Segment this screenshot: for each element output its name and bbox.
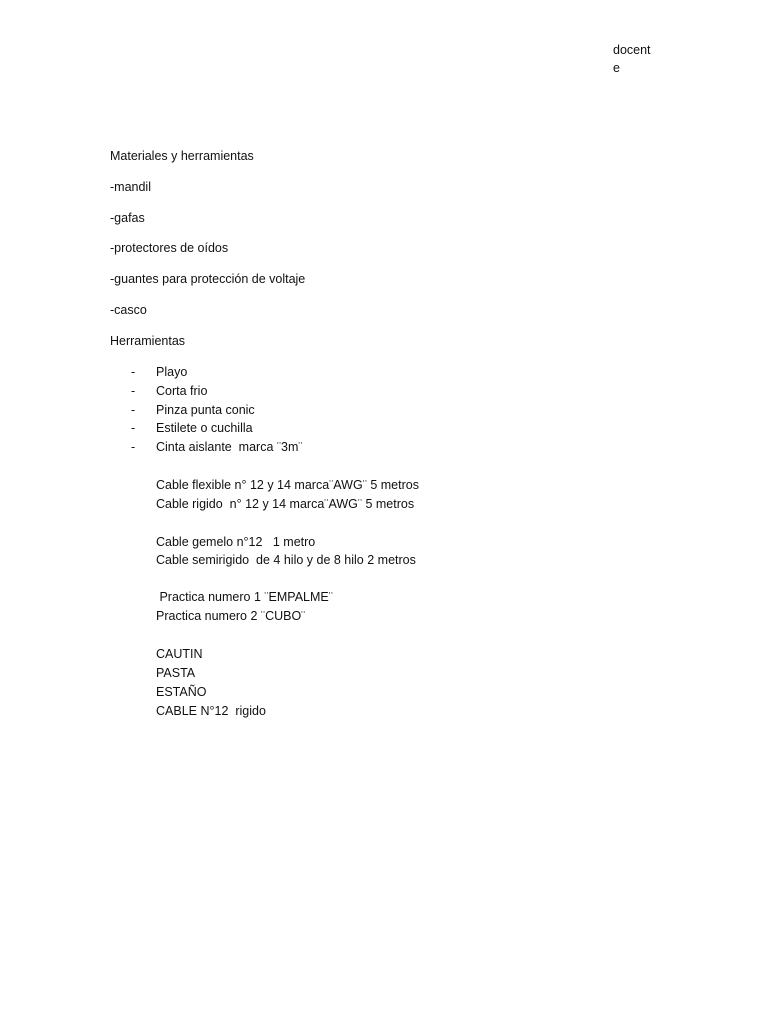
list-bullet: - xyxy=(131,440,136,454)
cable-flexible: Cable flexible n° 12 y 14 marca¨AWG¨ 5 metros xyxy=(156,478,419,492)
tools-title: Herramientas xyxy=(110,334,186,348)
supply-cable: CABLE N°12 rigido xyxy=(156,704,266,718)
tools-item-pinza: Pinza punta conic xyxy=(156,403,255,417)
header-line-1: docent xyxy=(613,43,651,57)
practice-1: Practica numero 1 ¨EMPALME¨ xyxy=(156,590,333,604)
materials-title: Materiales y herramientas xyxy=(110,149,254,163)
supply-pasta: PASTA xyxy=(156,666,196,680)
practice-2: Practica numero 2 ¨CUBO¨ xyxy=(156,609,306,623)
tools-item-playo: Playo xyxy=(156,365,188,379)
supply-estano: ESTAÑO xyxy=(156,685,207,699)
list-bullet: - xyxy=(131,403,136,417)
supply-cautin: CAUTIN xyxy=(156,647,203,661)
tools-item-cinta: Cinta aislante marca ¨3m¨ xyxy=(156,440,303,454)
list-bullet: - xyxy=(131,365,136,379)
materials-item-gloves: -guantes para protección de voltaje xyxy=(110,272,306,286)
header-line-2: e xyxy=(613,61,620,75)
materials-item-ear-protectors: -protectores de oídos xyxy=(110,241,229,255)
list-bullet: - xyxy=(131,421,136,435)
list-bullet: - xyxy=(131,384,136,398)
materials-item-gafas: -gafas xyxy=(110,211,145,225)
tools-item-corta-frio: Corta frio xyxy=(156,384,208,398)
materials-item-helmet: -casco xyxy=(110,303,147,317)
tools-item-estilete: Estilete o cuchilla xyxy=(156,421,253,435)
cable-gemelo: Cable gemelo n°12 1 metro xyxy=(156,535,316,549)
cable-rigido: Cable rigido n° 12 y 14 marca¨AWG¨ 5 metros xyxy=(156,497,415,511)
cable-semirigido: Cable semirigido de 4 hilo y de 8 hilo 2 metros xyxy=(156,553,416,567)
materials-item-mandil: -mandil xyxy=(110,180,151,194)
